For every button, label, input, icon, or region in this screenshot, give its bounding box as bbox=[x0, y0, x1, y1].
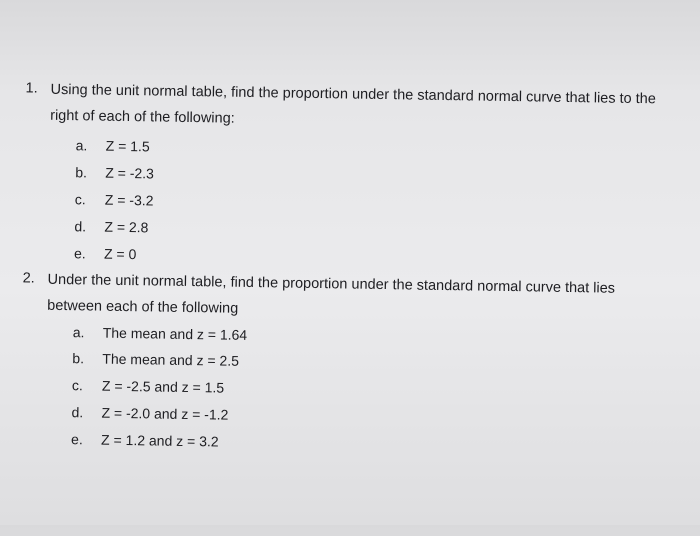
question-1-number: 1. bbox=[25, 80, 38, 97]
option-letter: a. bbox=[72, 324, 85, 341]
question-1-text-line-2: right of each of the following: bbox=[50, 107, 235, 127]
option-letter: e. bbox=[70, 431, 83, 448]
option-letter: a. bbox=[75, 137, 88, 154]
option-text: Z = 0 bbox=[103, 245, 137, 263]
question-1-option-e bbox=[74, 243, 137, 264]
question-1-text-line-1: Using the unit normal table, find the proportion under the standard normal curve that lies to the bbox=[50, 81, 656, 108]
question-2-option-b bbox=[72, 348, 239, 371]
option-text: Z = -3.2 bbox=[104, 191, 154, 209]
question-1-option-a bbox=[76, 135, 150, 156]
option-letter: c. bbox=[74, 191, 86, 208]
option-letter: b. bbox=[75, 164, 88, 181]
question-2-option-d bbox=[71, 402, 228, 424]
option-text: The mean and z = 2.5 bbox=[102, 350, 240, 369]
option-text: Z = -2.3 bbox=[105, 164, 155, 182]
question-2-number: 2. bbox=[22, 270, 35, 287]
option-letter: b. bbox=[72, 350, 85, 367]
question-1-option-d bbox=[74, 216, 148, 237]
question-1-option-c bbox=[75, 189, 154, 210]
option-text: Z = 2.8 bbox=[104, 218, 149, 236]
question-2-option-c bbox=[72, 375, 224, 397]
option-letter: d. bbox=[71, 404, 84, 421]
option-letter: c. bbox=[71, 377, 83, 394]
question-2-option-a bbox=[73, 322, 248, 345]
option-text: Z = 1.5 bbox=[105, 137, 150, 155]
option-text: The mean and z = 1.64 bbox=[102, 324, 248, 343]
question-2-text-line-1: Under the unit normal table, find the proportion under the standard normal curve that lies bbox=[47, 271, 616, 297]
question-2-option-e bbox=[71, 429, 219, 451]
question-2-text-line-2: between each of the following bbox=[47, 297, 239, 317]
option-text: Z = -2.0 and z = -1.2 bbox=[101, 404, 229, 423]
option-letter: e. bbox=[73, 245, 86, 262]
option-letter: d. bbox=[74, 218, 87, 235]
option-text: Z = 1.2 and z = 3.2 bbox=[100, 431, 219, 450]
question-1-option-b bbox=[75, 162, 154, 183]
option-text: Z = -2.5 and z = 1.5 bbox=[101, 377, 225, 396]
